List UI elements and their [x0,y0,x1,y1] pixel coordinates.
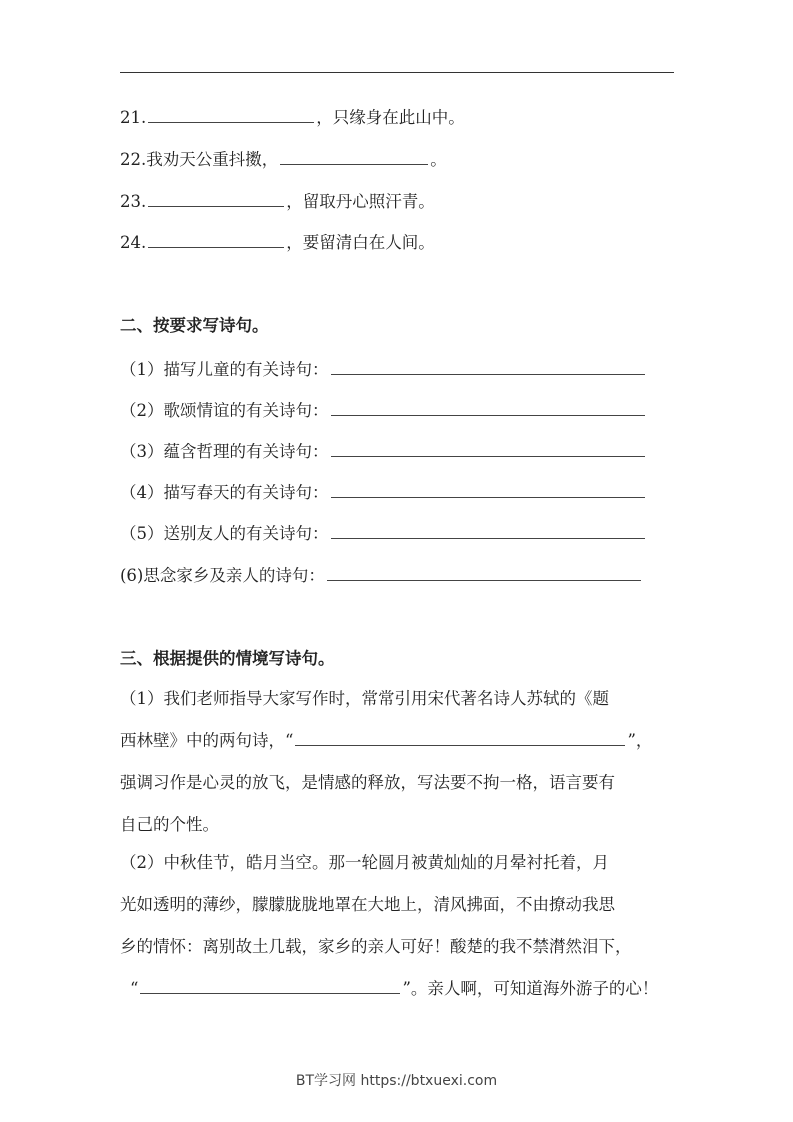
question-22 [120,149,447,170]
paragraph-line: 自己的个性。 [120,815,219,834]
paragraph-text: ”， [627,731,653,750]
question-number: 23. [120,192,147,211]
item-label: (6)思念家乡及亲人的诗句： [120,566,325,585]
section-2-title: 二、按要求写诗句。 [120,316,269,335]
paragraph-line [120,720,676,762]
answer-blank[interactable] [295,730,625,746]
header-rule [120,72,674,73]
question-number: 21. [120,108,147,127]
section-2-item [120,441,647,462]
item-label: （2）歌颂情谊的有关诗句： [120,401,329,420]
paragraph-line: 强调习作是心灵的放飞，是情感的释放，写法要不拘一格，语言要有 [120,773,615,792]
paragraph-line [120,968,676,1010]
item-label: （5）送别友人的有关诗句： [120,524,329,543]
paragraph-text: “ [130,979,139,998]
answer-blank[interactable] [327,565,641,581]
section-2-item [120,400,647,421]
answer-blank[interactable] [280,149,428,165]
section-3-title: 三、根据提供的情境写诗句。 [120,649,335,668]
section-3-question-2 [120,842,676,1010]
paragraph-text: ”。亲人啊，可知道海外游子的心！ [402,979,659,998]
answer-blank[interactable] [331,400,645,416]
answer-blank[interactable] [331,523,645,539]
question-number: 24. [120,233,147,252]
item-label: （1）描写儿童的有关诗句： [120,360,329,379]
paragraph-line: （2）中秋佳节，皓月当空。那一轮圆月被黄灿灿的月晕衬托着，月 [120,853,609,872]
question-end: 。 [430,150,447,169]
answer-blank[interactable] [148,232,284,248]
answer-blank[interactable] [331,359,645,375]
paragraph-line: 乡的情怀：离别故土几载，家乡的亲人可好！酸楚的我不禁潸然泪下， [120,937,632,956]
section-2-item [120,523,647,544]
item-label: （3）蕴含哲理的有关诗句： [120,442,329,461]
answer-blank[interactable] [331,482,645,498]
paragraph-line: （1）我们老师指导大家写作时，常常引用宋代著名诗人苏轼的《题 [120,689,609,708]
section-2-item [120,565,643,586]
section-2-item [120,482,647,503]
question-text: 22.我劝天公重抖擞， [120,150,279,169]
answer-blank[interactable] [331,441,645,457]
answer-blank[interactable] [148,107,314,123]
answer-blank[interactable] [148,191,284,207]
section-3-question-1 [120,678,676,846]
item-label: （4）描写春天的有关诗句： [120,483,329,502]
question-24 [120,232,435,253]
footer-watermark: BT学习网 https://btxuexi.com [295,1073,498,1089]
question-text: ，留取丹心照汗青。 [286,192,435,211]
answer-blank[interactable] [140,978,400,994]
question-text: ，要留清白在人间。 [286,233,435,252]
section-2-item [120,359,647,380]
question-23 [120,191,435,212]
question-text: ，只缘身在此山中。 [316,108,465,127]
paragraph-text: 西林壁》中的两句诗，“ [120,731,294,750]
question-21 [120,107,465,128]
paragraph-line: 光如透明的薄纱，朦朦胧胧地罩在大地上，清风拂面，不由撩动我思 [120,895,615,914]
